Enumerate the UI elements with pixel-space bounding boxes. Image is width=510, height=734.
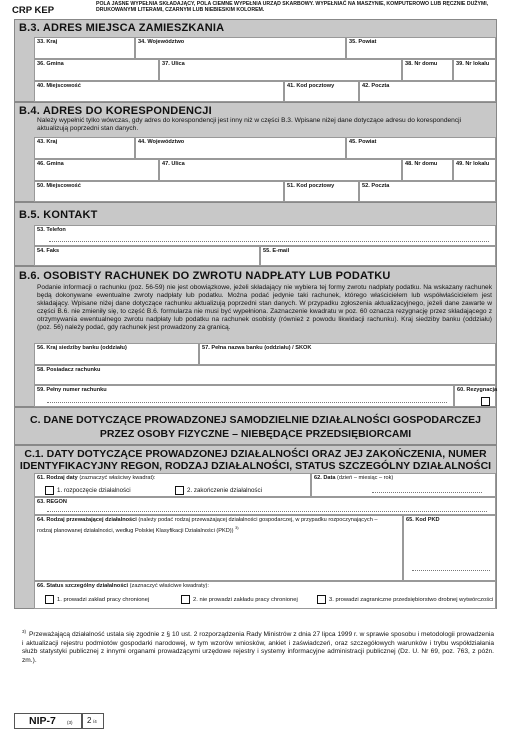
field-58-account-holder[interactable]: 58. Posiadacz rachunku (34, 365, 496, 385)
section-c-title-line2: PRZEZ OSOBY FIZYCZNE – NIEBĘDĄCE PRZEDSIĘBIORCAMI (99, 428, 412, 440)
field-66-special-status: 66. Status szczególny działalności (zaznaczyć właściwe kwadraty): 1. prowadzi zakład pracy chronionej 2. nie prowadzi zakładu pracy chronionej 3. prowadzi zagraniczne przedsiębiorstwo drobnej wytwórczości (34, 581, 496, 609)
section-c1 (14, 445, 497, 609)
footnote (22, 628, 494, 666)
end-activity-checkbox[interactable] (175, 486, 184, 495)
field-51-postal-code[interactable]: 51. Kod pocztowy (284, 181, 359, 202)
field-46-municipality[interactable]: 46. Gmina (34, 159, 159, 181)
page-total: /4 (93, 719, 97, 724)
no-protected-workplace-checkbox[interactable] (181, 595, 190, 604)
form-version: (3) (67, 720, 73, 725)
field-65-pkd-code[interactable]: 65. Kod PKD (403, 515, 496, 581)
field-36-municipality[interactable]: 36. Gmina (34, 59, 159, 81)
field-43-country[interactable]: 43. Kraj (34, 137, 135, 159)
section-b3 (14, 19, 497, 102)
field-54-fax[interactable]: 54. Faks (34, 246, 260, 266)
field-38-house-number[interactable]: 38. Nr domu (402, 59, 453, 81)
page-number-box (82, 713, 104, 729)
field-60-resignation[interactable]: 60. Rezygnacja (454, 385, 496, 407)
form-code: NIP-7 (29, 715, 56, 727)
form-type-code: CRP KEP (12, 5, 55, 16)
field-56-bank-country[interactable]: 56. Kraj siedziby banku (oddziału) (34, 343, 199, 365)
start-activity-label: 1. rozpoczęcie działalności (57, 487, 131, 495)
section-b3-title: B.3. ADRES MIEJSCA ZAMIESZKANIA (19, 22, 225, 34)
field-33-country[interactable]: 33. Kraj (34, 37, 135, 59)
phone-entry-line (49, 241, 489, 242)
section-c1-title-line1: C.1. DATY DOTYCZĄCE PROWADZONEJ DZIAŁALNOŚCI ORAZ JEJ ZAKOŃCZENIA, NUMER (24, 448, 487, 460)
resignation-checkbox[interactable] (481, 397, 490, 406)
field-52-post-office[interactable]: 52. Poczta (359, 181, 496, 202)
footnote-text: Przeważającą działalność ustala się zgodnie z § 10 ust. 2 rozporządzenia Rady Ministrów z dnia 27 lipca 1999 r. w sprawie sposobu i metodologii prowadzenia i aktualizacji rejestru podmiotów gospodarki narodowej, w tym wzorów wniosków, ankiet i zaświadczeń, oraz szczegółowych warunków i trybu współdziałania służb statystyki publicznej z innymi organami prowadzącymi urzędowe rejestry i systemy informacyjne administracji publicznej (Dz. U. Nr 69, poz. 763, z późn. zm.). (22, 631, 494, 664)
field-62-date[interactable]: 62. Data (dzień – miesiąc – rok) (311, 473, 496, 497)
section-c1-title-line2: IDENTYFIKACYJNY REGON, RODZAJ DZIAŁALNOŚCI, STATUS SZCZEGÓLNY DZIAŁALNOŚCI (19, 460, 492, 472)
field-39-apartment-number[interactable]: 39. Nr lokalu (453, 59, 496, 81)
field-57-bank-name[interactable]: 57. Pełna nazwa banku (oddziału) / SKOK (199, 343, 496, 365)
form-code-box (14, 713, 82, 729)
field-63-regon[interactable]: 63. REGON (34, 497, 496, 515)
field-59-account-number[interactable]: 59. Pełny numer rachunku (34, 385, 454, 407)
section-b5-title: B.5. KONTAKT (19, 209, 98, 221)
field-55-email[interactable]: 55. E-mail (260, 246, 496, 266)
page-number: 2 (87, 716, 92, 725)
no-protected-workplace-label: 2. nie prowadzi zakładu pracy chronionej (193, 597, 298, 604)
field-61-date-type: 61. Rodzaj daty (zaznaczyć właściwy kwadrat): 1. rozpoczęcie działalności 2. zakończenie działalności (34, 473, 311, 497)
field-47-street[interactable]: 47. Ulica (159, 159, 402, 181)
field-49-apartment-number[interactable]: 49. Nr lokalu (453, 159, 496, 181)
field-42-post-office[interactable]: 42. Poczta (359, 81, 496, 102)
pkd-entry-line (412, 570, 490, 571)
section-b6-note: Podanie informacji o rachunku (poz. 56-59) nie jest obowiązkowe, jeżeli składający nie wybiera tej formy zwrotu nadpłaty podatku. Na wskazany rachunek będą dokonywane ewentualne zwroty nadpłaty lub podatku. Można podać jedynie taki rachunek, którego właścicielem lub współwłaścicielem jest składający. Wpisane niżej dane dotyczące rachunku aktualizują poprzedni stan danych. W przypadku zgłoszenia aktualizacyjnego, jeżeli dane zawarte w części B.6. nie zmieniły się, to część B.6. formularza nie musi być wypełniona. Zaznaczenie kwadratu w poz. 60 oznacza rezygnację przez składającego z otrzymywania ewentualnego zwrotu nadpłaty lub podatku na rachunek osobisty (również z powodu likwidacji rachunku). Kraj siedziby banku (oddziału) (poz. 56) należy podać, gdy rachunek jest prowadzony za granicą. (37, 284, 492, 331)
date-entry-line (372, 492, 482, 493)
protected-workplace-label: 1. prowadzi zakład pracy chronionej (57, 597, 150, 604)
section-b4-note: Należy wypełnić tylko wówczas, gdy adres do korespondencji jest inny niż w części B.3. Wpisane niżej dane dotyczące adresu do korespondencji aktualizują poprzedni stan danych. (37, 117, 462, 132)
field-50-city[interactable]: 50. Miejscowość (34, 181, 284, 202)
foreign-small-enterprise-checkbox[interactable] (317, 595, 326, 604)
field-44-voivodeship[interactable]: 44. Województwo (135, 137, 346, 159)
form-header (0, 0, 510, 18)
start-activity-checkbox[interactable] (45, 486, 54, 495)
account-number-entry-line (47, 402, 447, 403)
field-35-county[interactable]: 35. Powiat (346, 37, 496, 59)
field-64-main-activity[interactable]: 64. Rodzaj przeważającej działalności (należy podać rodzaj przeważającej działalności gospodarczej, w przypadku rozpoczynających – rodzaj planowanej działalności, według Polskiej Klasyfikacji Działalności (PKD)) $^{3)}$ (34, 515, 403, 581)
section-c-title-line1: C. DANE DOTYCZĄCE PROWADZONEJ SAMODZIELNIE DZIAŁALNOŚCI GOSPODARCZEJ (30, 414, 481, 426)
section-b4-title: B.4. ADRES DO KORESPONDENCJI (19, 105, 212, 117)
section-c (14, 407, 497, 445)
regon-entry-line (47, 511, 487, 512)
section-b4 (14, 102, 497, 202)
end-activity-label: 2. zakończenie działalności (187, 487, 262, 495)
section-b6 (14, 266, 497, 407)
field-45-county[interactable]: 45. Powiat (346, 137, 496, 159)
field-53-phone[interactable]: 53. Telefon (34, 225, 496, 246)
field-37-street[interactable]: 37. Ulica (159, 59, 402, 81)
fill-instruction: POLA JASNE WYPEŁNIA SKŁADAJĄCY, POLA CIEMNE WYPEŁNIA URZĄD SKARBOWY. WYPEŁNIAĆ NA MASZYNIE, KOMPUTEROWO LUB RĘCZNIE DUŻYMI, DRUKOWANYMI LITERAMI, CZARNYM LUB NIEBIESKIM KOLOREM. (96, 1, 489, 13)
field-48-house-number[interactable]: 48. Nr domu (402, 159, 453, 181)
section-b5 (14, 202, 497, 266)
field-34-voivodeship[interactable]: 34. Województwo (135, 37, 346, 59)
protected-workplace-checkbox[interactable] (45, 595, 54, 604)
field-40-city[interactable]: 40. Miejscowość (34, 81, 284, 102)
footnote-mark: 3) (22, 629, 27, 634)
foreign-small-enterprise-label: 3. prowadzi zagraniczne przedsiębiorstwo drobnej wytwórczości (329, 597, 494, 604)
field-41-postal-code[interactable]: 41. Kod pocztowy (284, 81, 359, 102)
section-b6-title: B.6. OSOBISTY RACHUNEK DO ZWROTU NADPŁATY LUB PODATKU (19, 270, 391, 282)
